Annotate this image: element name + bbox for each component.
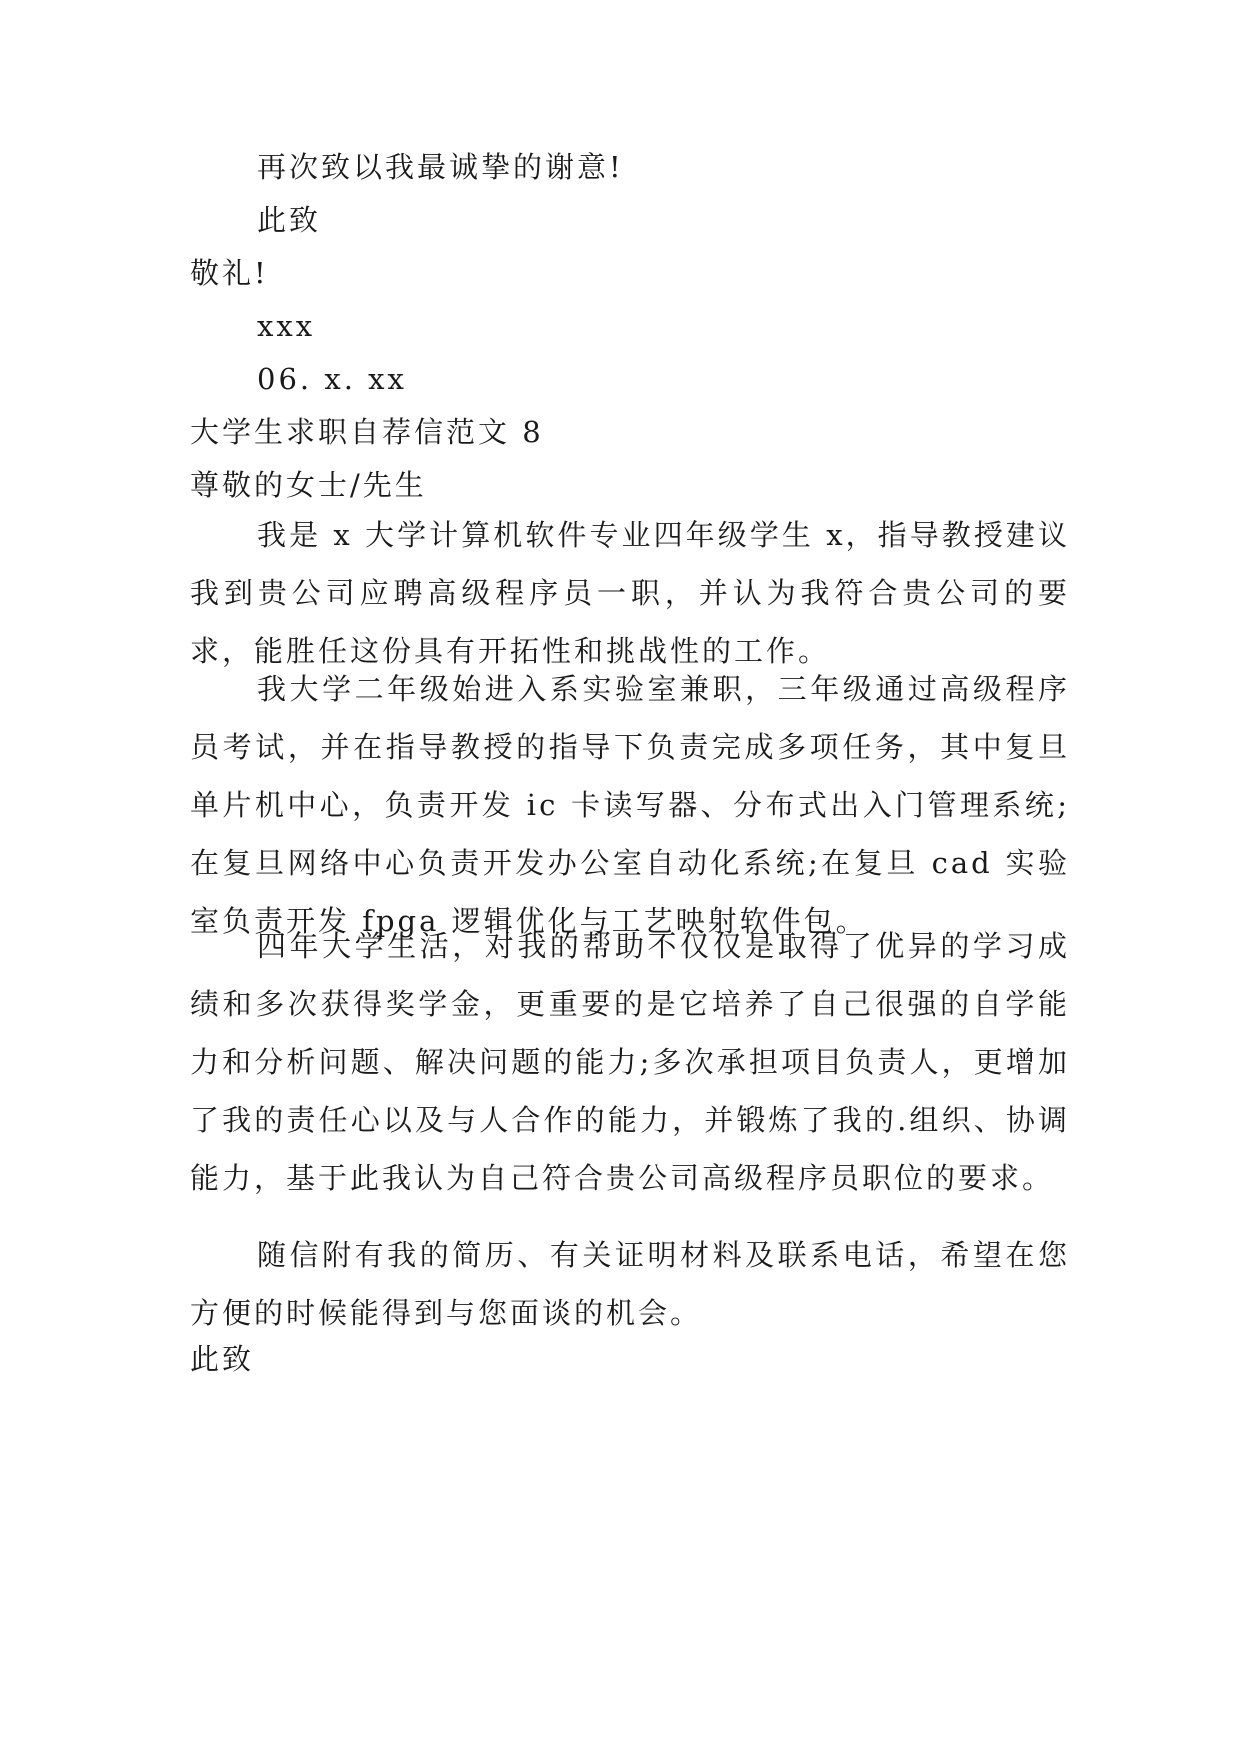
section-title: 大学生求职自荐信范文 8 (190, 415, 544, 449)
closing-signature: xxx (257, 309, 316, 343)
salutation: 尊敬的女士/先生 (190, 468, 427, 502)
body-paragraph-1: 我是 x 大学计算机软件专业四年级学生 x，指导教授建议我到贵公司应聘高级程序员一职，并认为我符合贵公司的要求，能胜任这份具有开拓性和挑战性的工作。 (190, 518, 1070, 668)
closing-cizhi: 此致 (257, 203, 322, 237)
closing-jingli: 敬礼! (190, 256, 269, 290)
final-cizhi: 此致 (190, 1342, 255, 1376)
body-paragraph-2: 我大学二年级始进入系实验室兼职，三年级通过高级程序员考试，并在指导教授的指导下负责完成多项任务，其中复旦单片机中心，负责开发 ic 卡读写器、分布式出入门管理系统;在复旦网络中心负责开发办公室自动化系统;在复旦 cad 实验室负责开发 fpga 逻辑优化与工艺映射软件包。 (190, 672, 1070, 938)
body-paragraph-3: 四年大学生活，对我的帮助不仅仅是取得了优异的学习成绩和多次获得奖学金，更重要的是它培养了自己很强的自学能力和分析问题、解决问题的能力;多次承担项目负责人，更增加了我的责任心以及与人合作的能力，并锻炼了我的.组织、协调能力，基于此我认为自己符合贵公司高级程序员职位的要求。 (190, 929, 1070, 1195)
closing-date: 06. x. xx (257, 362, 407, 396)
body-paragraph-4: 随信附有我的简历、有关证明材料及联系电话，希望在您方便的时候能得到与您面谈的机会。 (190, 1238, 1070, 1330)
closing-thanks: 再次致以我最诚挚的谢意! (257, 150, 624, 184)
